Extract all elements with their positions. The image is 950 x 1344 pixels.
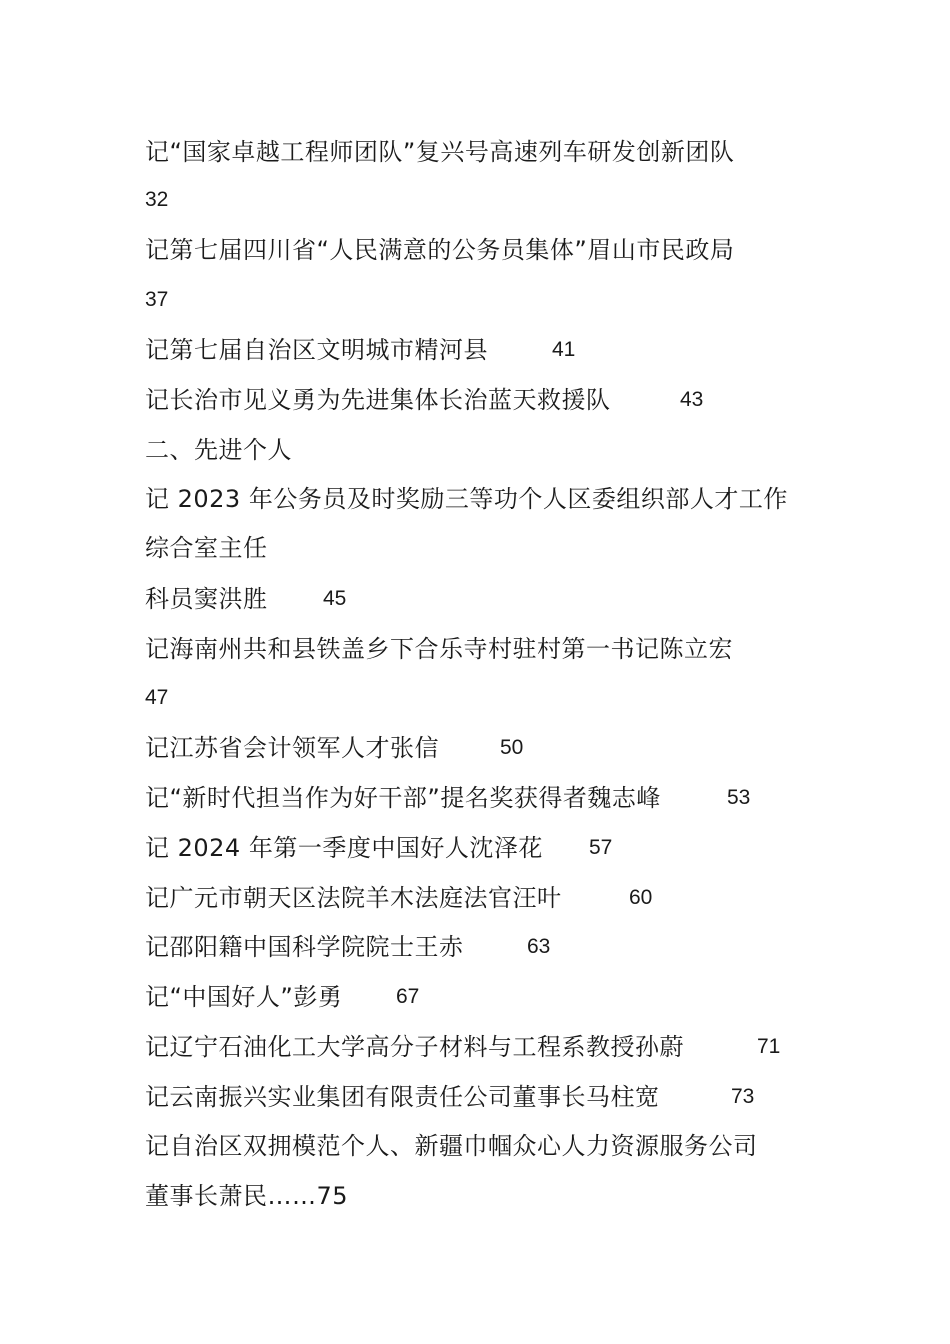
toc-entry-title[interactable]: 记“国家卓越工程师团队”复兴号高速列车研发创新团队 [145,138,735,166]
toc-entry-title-continued[interactable]: 综合室主任 [145,534,268,562]
toc-entry-title[interactable]: 记邵阳籍中国科学院院士王赤 [145,933,464,961]
toc-entry-title[interactable]: 记自治区双拥模范个人、新疆巾帼众心人力资源服务公司 [145,1132,758,1160]
toc-entry-page: 63 [527,935,551,958]
toc-entry-title[interactable]: 记 2024 年第一季度中国好人沈泽花 [145,834,543,862]
toc-entry-page: 67 [396,985,420,1008]
toc-entry-page: 71 [757,1035,781,1058]
toc-entry-page: 73 [731,1085,755,1108]
toc-entry-title[interactable]: 科员窦洪胜 [145,585,268,613]
toc-entry-page: 53 [727,786,751,809]
toc-entry-page: 32 [145,188,169,211]
toc-entry-page: 47 [145,686,169,709]
toc-entry-title[interactable]: 记 2023 年公务员及时奖励三等功个人区委组织部人才工作 [145,485,788,513]
toc-entry-page: 37 [145,288,169,311]
toc-entry-page: 43 [680,388,704,411]
toc-entry-title[interactable]: 记辽宁石油化工大学高分子材料与工程系教授孙蔚 [145,1033,684,1061]
toc-entry-page: 60 [629,886,653,909]
toc-entry-title[interactable]: 记海南州共和县铁盖乡下合乐寺村驻村第一书记陈立宏 [145,635,733,663]
toc-entry-title[interactable]: 记广元市朝天区法院羊木法庭法官汪叶 [145,884,562,912]
toc-entry-page: 41 [552,338,576,361]
toc-entry-page: 50 [500,736,524,759]
toc-entry-title-continued[interactable]: 董事长萧民……75 [145,1182,349,1210]
toc-entry-title[interactable]: 记江苏省会计领军人才张信 [145,734,439,762]
toc-entry-title[interactable]: 记云南振兴实业集团有限责任公司董事长马柱宽 [145,1083,660,1111]
toc-entry-title[interactable]: 记长治市见义勇为先进集体长治蓝天救援队 [145,386,611,414]
toc-entry-page: 45 [323,587,347,610]
section-heading: 二、先进个人 [145,436,292,464]
toc-entry-title[interactable]: 记“中国好人”彭勇 [145,983,343,1011]
toc-entry-title[interactable]: 记第七届四川省“人民满意的公务员集体”眉山市民政局 [145,236,735,264]
toc-entry-page: 57 [589,836,613,859]
toc-entry-title[interactable]: 记第七届自治区文明城市精河县 [145,336,488,364]
toc-entry-title[interactable]: 记“新时代担当作为好干部”提名奖获得者魏志峰 [145,784,661,812]
